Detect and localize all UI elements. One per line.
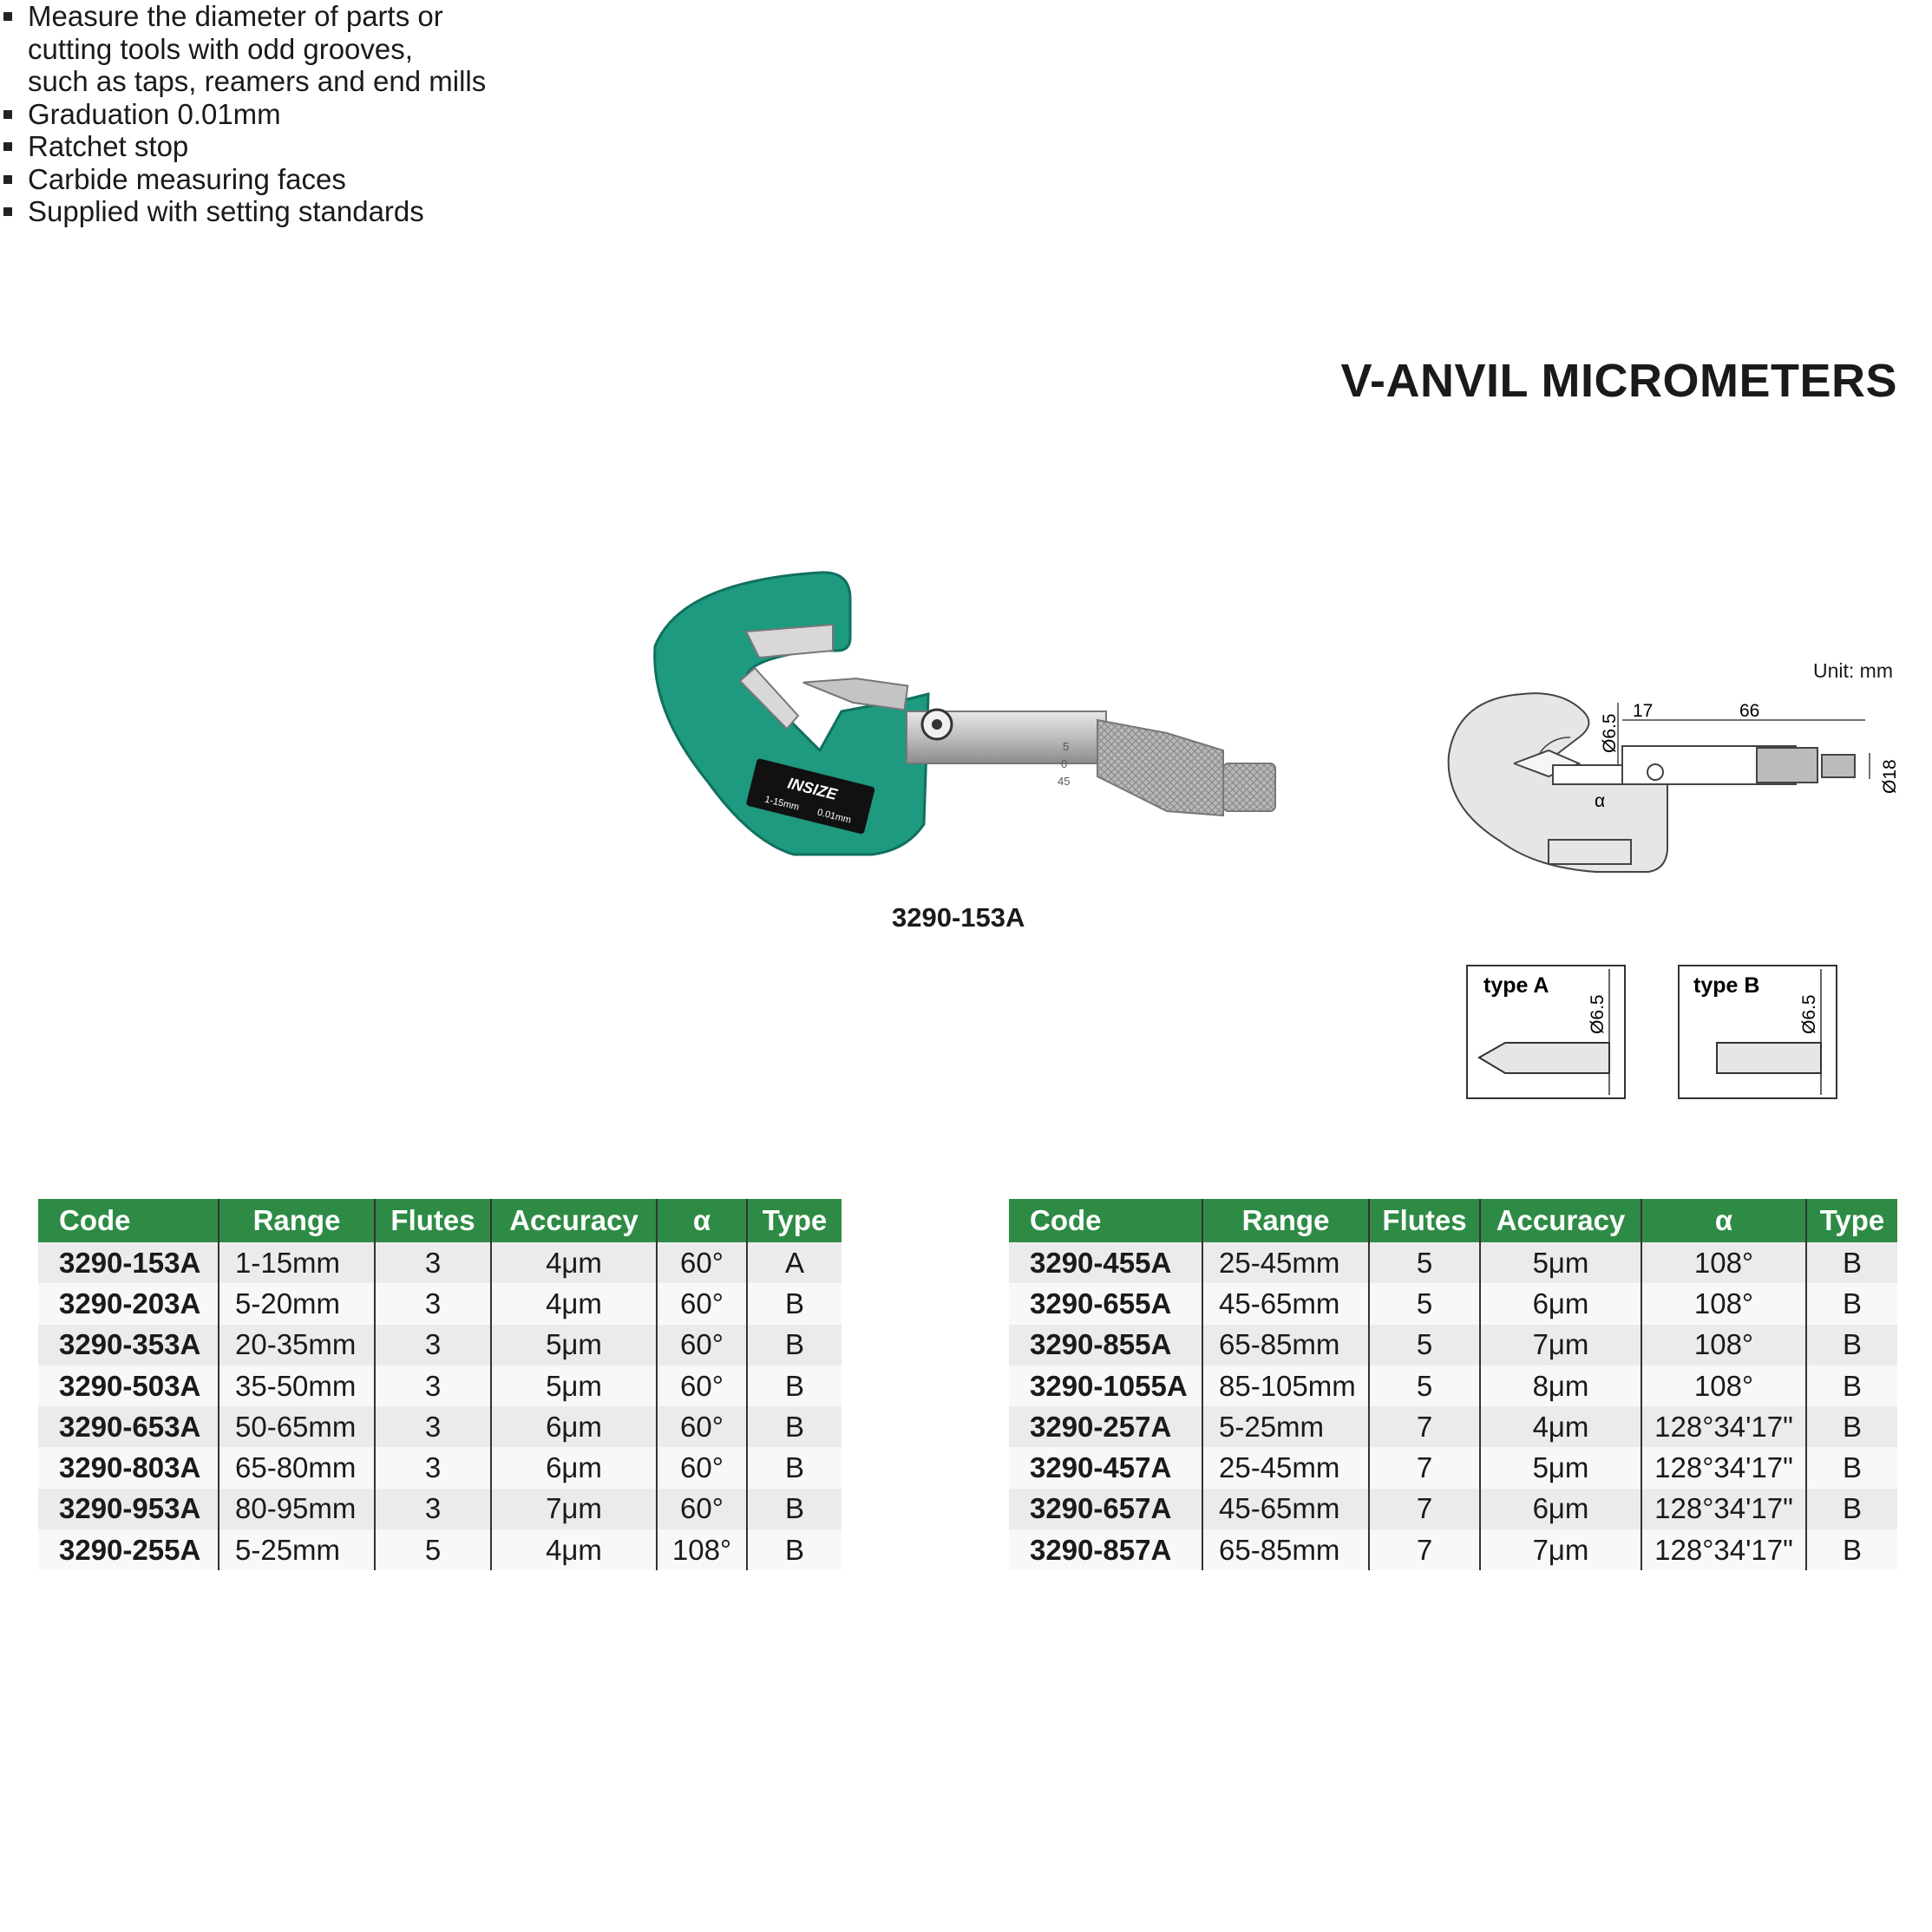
micrometer-photo bbox=[646, 564, 1314, 876]
header-range: Range bbox=[1202, 1199, 1369, 1242]
cell-type: B bbox=[747, 1489, 842, 1529]
feature-item: Carbide measuring faces bbox=[0, 163, 1932, 196]
logo-text: INSIZE bbox=[785, 774, 840, 803]
table-row bbox=[1009, 1325, 1897, 1365]
cell-accuracy: 4μm bbox=[491, 1529, 657, 1570]
cell-flutes: 3 bbox=[375, 1242, 491, 1283]
cell-type: B bbox=[747, 1406, 842, 1447]
table-body bbox=[38, 1242, 842, 1570]
feature-item: Supplied with setting standards bbox=[0, 195, 1932, 228]
cell-type: B bbox=[747, 1325, 842, 1365]
cell-type: B bbox=[1806, 1447, 1897, 1488]
cell-code: 3290-255A bbox=[38, 1529, 219, 1570]
table-header-row bbox=[1009, 1199, 1897, 1242]
cell-accuracy: 4μm bbox=[491, 1242, 657, 1283]
cell-code: 3290-855A bbox=[1009, 1325, 1202, 1365]
cell-range: 20-35mm bbox=[219, 1325, 375, 1365]
table-row bbox=[38, 1283, 842, 1324]
cell-alpha: 108° bbox=[1641, 1242, 1806, 1283]
cell-type: B bbox=[747, 1447, 842, 1488]
cell-code: 3290-857A bbox=[1009, 1529, 1202, 1570]
header-accuracy: Accuracy bbox=[1480, 1199, 1641, 1242]
header-flutes: Flutes bbox=[1369, 1199, 1480, 1242]
unit-label: Unit: mm bbox=[1813, 659, 1893, 682]
cell-flutes: 3 bbox=[375, 1406, 491, 1447]
cell-flutes: 5 bbox=[1369, 1283, 1480, 1324]
cell-type: B bbox=[747, 1283, 842, 1324]
cell-range: 5-25mm bbox=[219, 1529, 375, 1570]
dim-length-66: 66 bbox=[1739, 701, 1760, 721]
feature-item-continued: such as taps, reamers and end mills bbox=[28, 65, 487, 97]
cell-alpha: 108° bbox=[657, 1529, 747, 1570]
feature-list bbox=[0, 0, 1932, 228]
table-row bbox=[1009, 1447, 1897, 1488]
table-row bbox=[38, 1365, 842, 1406]
cell-accuracy: 7μm bbox=[1480, 1529, 1641, 1570]
cell-range: 25-45mm bbox=[1202, 1242, 1369, 1283]
photo-caption: 3290-153A bbox=[892, 902, 1025, 933]
cell-code: 3290-1055A bbox=[1009, 1365, 1202, 1406]
dim-thimble-diameter: Ø18 bbox=[1880, 759, 1900, 794]
feature-item-continued: cutting tools with odd grooves, bbox=[28, 32, 413, 65]
cell-alpha: 128°34'17" bbox=[1641, 1529, 1806, 1570]
cell-range: 85-105mm bbox=[1202, 1365, 1369, 1406]
cell-flutes: 7 bbox=[1369, 1489, 1480, 1529]
type-a-diagram bbox=[1466, 965, 1631, 1101]
cell-accuracy: 6μm bbox=[1480, 1283, 1641, 1324]
cell-flutes: 5 bbox=[1369, 1365, 1480, 1406]
feature-item: Graduation 0.01mm bbox=[0, 98, 1932, 131]
cell-accuracy: 8μm bbox=[1480, 1365, 1641, 1406]
table-row bbox=[1009, 1489, 1897, 1529]
header-range: Range bbox=[219, 1199, 375, 1242]
page-title: V-ANVIL MICROMETERS bbox=[1340, 355, 1897, 407]
type-a-dim: Ø6.5 bbox=[1588, 994, 1608, 1034]
drawing-spindle bbox=[1553, 765, 1622, 784]
thimble-mark: 5 bbox=[1063, 740, 1070, 753]
plate-graduation: 0.01mm bbox=[815, 807, 853, 826]
header-accuracy: Accuracy bbox=[491, 1199, 657, 1242]
cell-flutes: 7 bbox=[1369, 1406, 1480, 1447]
cell-accuracy: 6μm bbox=[491, 1447, 657, 1488]
cell-accuracy: 5μm bbox=[491, 1325, 657, 1365]
cell-accuracy: 5μm bbox=[491, 1365, 657, 1406]
cell-code: 3290-657A bbox=[1009, 1489, 1202, 1529]
cell-alpha: 60° bbox=[657, 1406, 747, 1447]
cell-range: 25-45mm bbox=[1202, 1447, 1369, 1488]
cell-code: 3290-655A bbox=[1009, 1283, 1202, 1324]
table-header-row bbox=[38, 1199, 842, 1242]
cell-range: 80-95mm bbox=[219, 1489, 375, 1529]
header-alpha: α bbox=[657, 1199, 747, 1242]
cell-range: 65-80mm bbox=[219, 1447, 375, 1488]
cell-type: B bbox=[1806, 1489, 1897, 1529]
cell-code: 3290-457A bbox=[1009, 1447, 1202, 1488]
drawing-thimble bbox=[1757, 748, 1817, 783]
cell-alpha: 128°34'17" bbox=[1641, 1489, 1806, 1529]
header-type: Type bbox=[747, 1199, 842, 1242]
cell-alpha: 60° bbox=[657, 1283, 747, 1324]
table-row bbox=[1009, 1529, 1897, 1570]
feature-item: Ratchet stop bbox=[0, 130, 1932, 163]
feature-item: Measure the diameter of parts or bbox=[0, 0, 1932, 33]
cell-range: 5-20mm bbox=[219, 1283, 375, 1324]
cell-accuracy: 6μm bbox=[491, 1406, 657, 1447]
cell-type: B bbox=[1806, 1283, 1897, 1324]
cell-flutes: 3 bbox=[375, 1447, 491, 1488]
cell-code: 3290-455A bbox=[1009, 1242, 1202, 1283]
dim-tip-diameter: Ø6.5 bbox=[1600, 713, 1620, 753]
cell-code: 3290-803A bbox=[38, 1447, 219, 1488]
micrometer-spindle-tip bbox=[802, 671, 908, 710]
cell-code: 3290-503A bbox=[38, 1365, 219, 1406]
cell-flutes: 5 bbox=[1369, 1242, 1480, 1283]
cell-alpha: 60° bbox=[657, 1489, 747, 1529]
header-type: Type bbox=[1806, 1199, 1897, 1242]
cell-range: 45-65mm bbox=[1202, 1283, 1369, 1324]
cell-flutes: 3 bbox=[375, 1489, 491, 1529]
table-row bbox=[38, 1406, 842, 1447]
cell-type: B bbox=[747, 1529, 842, 1570]
cell-type: B bbox=[1806, 1325, 1897, 1365]
cell-accuracy: 5μm bbox=[1480, 1447, 1641, 1488]
cell-type: B bbox=[747, 1365, 842, 1406]
spec-table-right bbox=[1009, 1199, 1897, 1570]
cell-alpha: 60° bbox=[657, 1325, 747, 1365]
cell-range: 35-50mm bbox=[219, 1365, 375, 1406]
cell-alpha: 108° bbox=[1641, 1325, 1806, 1365]
cell-accuracy: 6μm bbox=[1480, 1489, 1641, 1529]
table-row bbox=[38, 1325, 842, 1365]
cell-code: 3290-203A bbox=[38, 1283, 219, 1324]
cell-alpha: 108° bbox=[1641, 1365, 1806, 1406]
cell-accuracy: 7μm bbox=[491, 1489, 657, 1529]
cell-accuracy: 5μm bbox=[1480, 1242, 1641, 1283]
header-alpha: α bbox=[1641, 1199, 1806, 1242]
cell-alpha: 108° bbox=[1641, 1283, 1806, 1324]
dim-angle: α bbox=[1595, 791, 1606, 811]
cell-range: 45-65mm bbox=[1202, 1489, 1369, 1529]
type-b-dim: Ø6.5 bbox=[1799, 994, 1819, 1034]
cell-alpha: 60° bbox=[657, 1242, 747, 1283]
dim-length-17: 17 bbox=[1633, 701, 1654, 721]
cell-range: 65-85mm bbox=[1202, 1529, 1369, 1570]
cell-alpha: 60° bbox=[657, 1365, 747, 1406]
ratchet-stop bbox=[1223, 763, 1275, 811]
thimble-mark: 0 bbox=[1061, 757, 1068, 770]
plate-range: 1-15mm bbox=[763, 794, 801, 813]
cell-range: 50-65mm bbox=[219, 1406, 375, 1447]
cell-flutes: 3 bbox=[375, 1325, 491, 1365]
technical-drawing bbox=[1440, 685, 1909, 894]
table-row bbox=[38, 1489, 842, 1529]
cell-range: 65-85mm bbox=[1202, 1325, 1369, 1365]
cell-code: 3290-153A bbox=[38, 1242, 219, 1283]
table-body bbox=[1009, 1242, 1897, 1570]
cell-code: 3290-257A bbox=[1009, 1406, 1202, 1447]
cell-flutes: 3 bbox=[375, 1365, 491, 1406]
thimble-mark: 45 bbox=[1058, 775, 1071, 788]
cell-flutes: 5 bbox=[1369, 1325, 1480, 1365]
cell-range: 5-25mm bbox=[1202, 1406, 1369, 1447]
table-row bbox=[38, 1242, 842, 1283]
cell-type: A bbox=[747, 1242, 842, 1283]
cell-code: 3290-953A bbox=[38, 1489, 219, 1529]
table-row bbox=[1009, 1406, 1897, 1447]
table-row bbox=[38, 1447, 842, 1488]
cell-alpha: 128°34'17" bbox=[1641, 1406, 1806, 1447]
cell-type: B bbox=[1806, 1406, 1897, 1447]
header-flutes: Flutes bbox=[375, 1199, 491, 1242]
cell-type: B bbox=[1806, 1529, 1897, 1570]
type-a-label: type A bbox=[1483, 973, 1549, 998]
cell-flutes: 7 bbox=[1369, 1529, 1480, 1570]
cell-accuracy: 4μm bbox=[491, 1283, 657, 1324]
table-row bbox=[38, 1529, 842, 1570]
cell-alpha: 128°34'17" bbox=[1641, 1447, 1806, 1488]
type-b-diagram bbox=[1678, 965, 1843, 1101]
header-code: Code bbox=[1009, 1199, 1202, 1242]
cell-accuracy: 7μm bbox=[1480, 1325, 1641, 1365]
cell-flutes: 7 bbox=[1369, 1447, 1480, 1488]
cell-range: 1-15mm bbox=[219, 1242, 375, 1283]
table-row bbox=[1009, 1283, 1897, 1324]
type-b-label: type B bbox=[1693, 973, 1760, 998]
cell-code: 3290-353A bbox=[38, 1325, 219, 1365]
cell-flutes: 3 bbox=[375, 1283, 491, 1324]
cell-type: B bbox=[1806, 1365, 1897, 1406]
cell-flutes: 5 bbox=[375, 1529, 491, 1570]
cell-accuracy: 4μm bbox=[1480, 1406, 1641, 1447]
cell-code: 3290-653A bbox=[38, 1406, 219, 1447]
micrometer-thimble bbox=[1097, 720, 1223, 815]
spec-table-left bbox=[38, 1199, 842, 1570]
header-code: Code bbox=[38, 1199, 219, 1242]
cell-alpha: 60° bbox=[657, 1447, 747, 1488]
table-row bbox=[1009, 1365, 1897, 1406]
table-row bbox=[1009, 1242, 1897, 1283]
cell-type: B bbox=[1806, 1242, 1897, 1283]
